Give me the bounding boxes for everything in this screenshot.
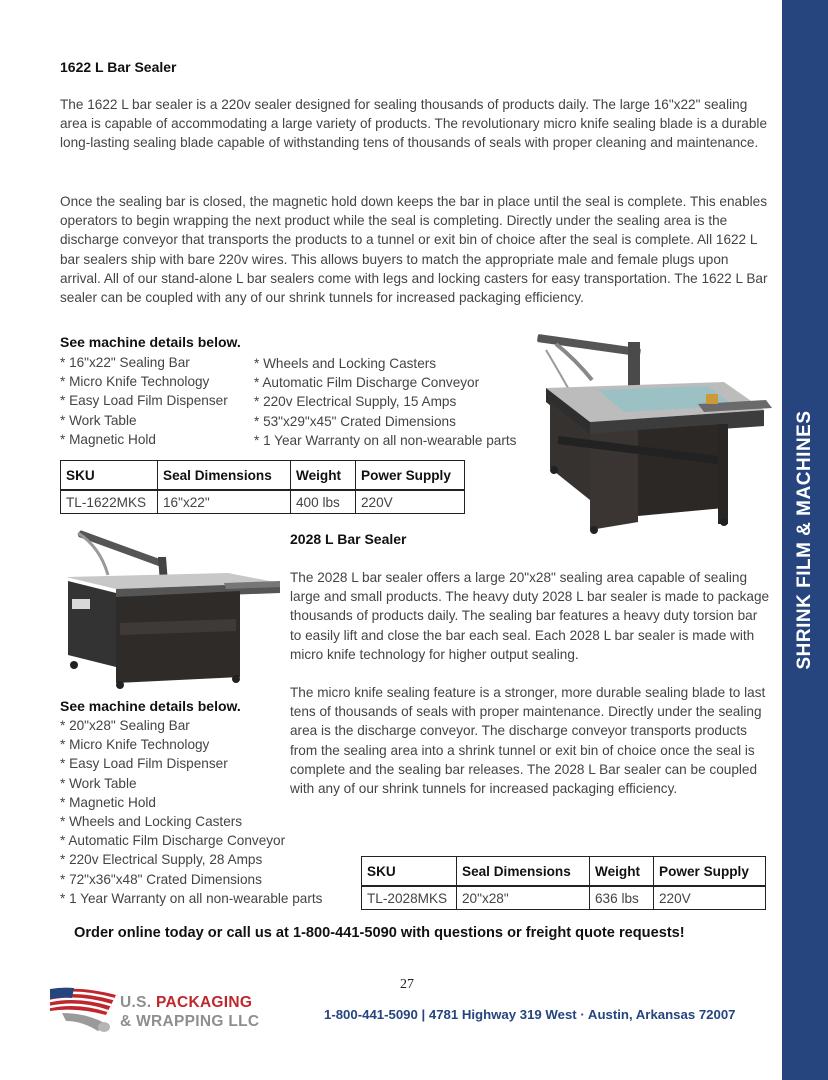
- company-logo: [48, 985, 278, 1033]
- table-cell: 636 lbs: [590, 886, 654, 910]
- detail-item: * Micro Knife Technology: [60, 737, 210, 753]
- detail-item: * Automatic Film Discharge Conveyor: [60, 833, 286, 849]
- table-cell: TL-1622MKS: [61, 490, 158, 514]
- logo-packaging: PACKAGING: [155, 994, 253, 1011]
- detail-item: * Micro Knife Technology: [60, 374, 210, 390]
- table-row: [61, 490, 465, 514]
- table-header-cell: Seal Dimensions: [457, 857, 590, 887]
- section-1-paragraph-1: The 1622 L bar sealer is a 220v sealer designed for sealing thousands of products daily. The large 16"x22" sealing area is capable of accommodating a large variety of products. The revolutionary micro knife sealing blade is a durable long-lasting sealing blade capable of withstanding tens of thousands of seals with proper cleaning and maintenance.: [60, 97, 768, 151]
- detail-item: * Magnetic Hold: [60, 431, 156, 447]
- section-1-paragraph-2: Once the sealing bar is closed, the magnetic hold down keeps the bar in place until the seal is complete. This enables operators to begin wrapping the next product while the seal is completing. Directly under the sealing area is the discharge conveyor that transports the products to a tunnel or exit bin of choice after the seal is complete. All 1622 L bar sealers ship with bare 220v wires. This allows buyers to match the appropriate male and female plugs upon arrival. All of our stand-alone L bar sealers come with legs and locking casters for easy transportation. The 1622 L Bar sealer can be coupled with any of our shrink tunnels for increased packaging efficiency.: [60, 194, 768, 306]
- table-cell: TL-2028MKS: [362, 886, 457, 910]
- spec-table-2028: [361, 856, 766, 910]
- detail-item: * 16"x22" Sealing Bar: [60, 355, 190, 370]
- table-header-row: [61, 461, 465, 491]
- spec-table-1622: [60, 460, 465, 514]
- sidebar-label: SHRINK FILM & MACHINES: [794, 410, 815, 670]
- table-cell: 16"x22": [158, 490, 291, 514]
- table-header-row: [362, 857, 766, 887]
- section-2-details-heading: See machine details below.: [60, 698, 241, 714]
- section-2-paragraph-1: The 2028 L bar sealer offers a large 20"x28" sealing area capable of sealing large and small products. The heavy duty 2028 L bar sealer is made to package thousands of products daily. The sealing bar features a heavy duty torsion bar to easily lift and close the bar each seal. Each 2028 L bar sealer is made with micro knife technology for higher output sealing.: [290, 570, 770, 662]
- flag-wave-icon: [48, 985, 120, 1033]
- detail-item: * Work Table: [60, 412, 137, 428]
- order-call-to-action: Order online today or call us at 1-800-441-5090 with questions or freight quote requests!: [74, 925, 685, 941]
- detail-item: * Wheels and Locking Casters: [60, 814, 243, 830]
- detail-item: * 20"x28" Sealing Bar: [60, 718, 190, 733]
- detail-item: * 1 Year Warranty on all non-wearable parts: [254, 432, 517, 448]
- section-1-details-col-2: [254, 354, 516, 450]
- footer-contact: 1-800-441-5090 | 4781 Highway 319 West · Austin, Arkansas 72007: [324, 1007, 736, 1022]
- table-header-cell: Seal Dimensions: [158, 461, 291, 491]
- table-header-cell: Weight: [590, 857, 654, 887]
- table-row: [362, 886, 766, 910]
- l-bar-sealer-2028-photo: [60, 527, 282, 690]
- detail-item: * 53"x29"x45" Crated Dimensions: [254, 413, 456, 429]
- section-2-paragraph-2: The micro knife sealing feature is a stronger, more durable sealing blade to last tens of thousands of seals with proper maintenance. Directly under the sealing area is the discharge conveyor. The discharge conveyor transports products from the sealing area into a shrink tunnel or exit bin of choice once the seal is complete and the sealing bar releases. The 2028 L Bar sealer can be coupled with any of our shrink tunnels for increased packaging efficiency.: [290, 685, 766, 797]
- detail-item: * 72"x36"x48" Crated Dimensions: [60, 871, 262, 887]
- table-cell: 400 lbs: [291, 490, 356, 514]
- table-cell: 20"x28": [457, 886, 590, 910]
- table-cell: 220V: [654, 886, 766, 910]
- table-header-cell: Power Supply: [356, 461, 465, 491]
- table-header-cell: Power Supply: [654, 857, 766, 887]
- detail-item: * Easy Load Film Dispenser: [60, 756, 228, 772]
- detail-item: * Magnetic Hold: [60, 794, 156, 810]
- detail-item: * 220v Electrical Supply, 15 Amps: [254, 394, 457, 410]
- detail-item: * 1 Year Warranty on all non-wearable parts: [60, 890, 323, 906]
- section-1-details-col-1: [60, 353, 228, 449]
- table-header-cell: SKU: [61, 461, 158, 491]
- logo-us: U.S.: [120, 994, 152, 1011]
- table-header-cell: Weight: [291, 461, 356, 491]
- detail-item: * 220v Electrical Supply, 28 Amps: [60, 852, 263, 868]
- table-cell: 220V: [356, 490, 465, 514]
- section-2-details: [60, 716, 322, 908]
- table-header-cell: SKU: [362, 857, 457, 887]
- detail-item: * Automatic Film Discharge Conveyor: [254, 375, 480, 391]
- logo-text-top: [120, 994, 252, 1012]
- page-number: 27: [400, 977, 414, 992]
- section-1-details-heading: See machine details below.: [60, 334, 241, 350]
- detail-item: * Wheels and Locking Casters: [254, 356, 437, 371]
- section-2-title: 2028 L Bar Sealer: [290, 531, 407, 547]
- logo-wrapping: & WRAPPING LLC: [120, 1013, 260, 1030]
- detail-item: * Easy Load Film Dispenser: [60, 393, 228, 409]
- detail-item: * Work Table: [60, 775, 137, 791]
- l-bar-sealer-1622-photo: [528, 330, 773, 535]
- section-1-title: 1622 L Bar Sealer: [60, 59, 177, 75]
